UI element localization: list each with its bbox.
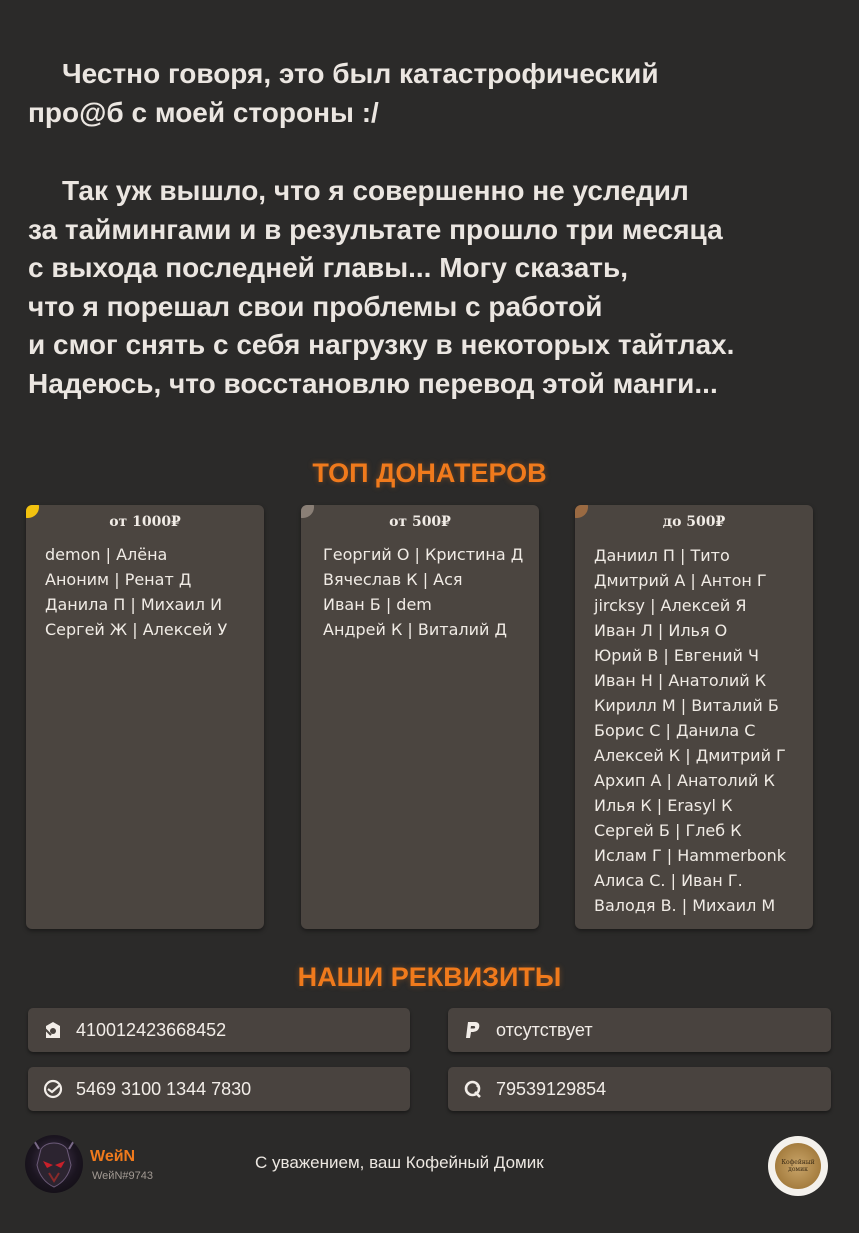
intro-line: Так уж вышло, что я совершенно не уследил — [62, 175, 689, 206]
donor-entry: Ислам Г | Hammerbonk — [594, 846, 787, 865]
donor-entry: Кирилл М | Виталий Б — [594, 696, 779, 715]
sberbank-card-number: 5469 3100 1344 7830 — [76, 1078, 252, 1099]
donor-list — [575, 543, 813, 918]
intro-line: про@б с моей стороны :/ — [28, 96, 379, 128]
avatar — [25, 1135, 83, 1193]
donor-list — [301, 542, 539, 642]
intro-line: что я порешал свои проблемы с работой — [28, 290, 603, 322]
donor-entry: Андрей К | Виталий Д — [323, 620, 507, 639]
username: WeйN — [90, 1148, 136, 1165]
intro-line: за таймингами и в результате прошло три месяца — [28, 213, 723, 245]
donor-entry: Иван Л | Илья О — [594, 621, 728, 640]
donor-entry: Вячеслав К | Ася — [323, 570, 463, 589]
donor-entry: Георгий О | Кристина Д — [323, 545, 524, 564]
logo-text: Кофейный домик — [781, 1159, 815, 1173]
donor-entry: Илья К | Erasyl К — [594, 796, 733, 815]
donor-entry: Дмитрий А | Антон Г — [594, 571, 767, 590]
intro-line: и смог снять с себя нагрузку в некоторых тайтлах. — [28, 329, 735, 360]
qiwi-number: 79539129854 — [496, 1078, 607, 1099]
user-tag: WeйN#9743 — [92, 1170, 153, 1182]
donor-entry: jircksy | Алексей Я — [594, 596, 747, 615]
yoomoney-field[interactable] — [28, 1008, 410, 1052]
tier-label: от 1000₽ — [109, 514, 181, 530]
paypal-value: отсутствует — [496, 1019, 593, 1040]
donor-entry: Иван Б | dem — [323, 595, 432, 614]
donor-entry: Алиса С. | Иван Г. — [594, 871, 743, 890]
donor-entry: Алексей К | Дмитрий Г — [594, 746, 786, 765]
donor-entry: Сергей Б | Глеб К — [594, 821, 742, 840]
signature: С уважением, ваш Кофейный Домик — [255, 1153, 544, 1172]
paypal-field[interactable] — [448, 1008, 831, 1052]
intro-line: Надеюсь, что восстановлю перевод этой манги... — [28, 367, 718, 399]
donors-title: ТОП ДОНАТЕРОВ — [312, 458, 547, 488]
intro-line: Честно говоря, это был катастрофический — [62, 58, 659, 89]
tier-label: от 500₽ — [389, 514, 451, 530]
donor-entry: Аноним | Ренат Д — [45, 570, 192, 589]
yoomoney-icon — [42, 1019, 64, 1041]
sberbank-icon — [42, 1078, 64, 1100]
qiwi-field[interactable] — [448, 1067, 831, 1111]
sberbank-field[interactable] — [28, 1067, 410, 1111]
intro-text — [28, 55, 838, 403]
paypal-icon — [462, 1019, 484, 1041]
donor-card-silver — [301, 505, 539, 929]
donor-entry: Данила П | Михаил И — [45, 595, 223, 614]
donor-list — [26, 542, 264, 642]
donor-entry: Борис С | Данила С — [594, 721, 756, 740]
intro-line: с выхода последней главы... Могу сказать, — [28, 252, 629, 283]
donor-entry: Архип А | Анатолий К — [594, 771, 775, 790]
donor-entry: Юрий В | Евгений Ч — [594, 646, 759, 665]
donor-card-gold — [26, 505, 264, 929]
qiwi-icon — [462, 1078, 484, 1100]
requisites-title: НАШИ РЕКВИЗИТЫ — [297, 962, 562, 992]
logo — [768, 1136, 828, 1196]
donor-entry: Сергей Ж | Алексей У — [45, 620, 228, 639]
donor-entry: Даниил П | Тито — [594, 546, 730, 565]
donor-card-bronze — [575, 505, 813, 929]
donor-entry: Иван Н | Анатолий К — [594, 671, 767, 690]
donor-entry: Валодя В. | Михаил М — [594, 896, 776, 915]
yoomoney-number: 410012423668452 — [76, 1019, 227, 1040]
logo-emblem — [775, 1143, 821, 1189]
tier-label: до 500₽ — [662, 514, 726, 530]
donor-entry: demon | Алёна — [45, 545, 168, 564]
